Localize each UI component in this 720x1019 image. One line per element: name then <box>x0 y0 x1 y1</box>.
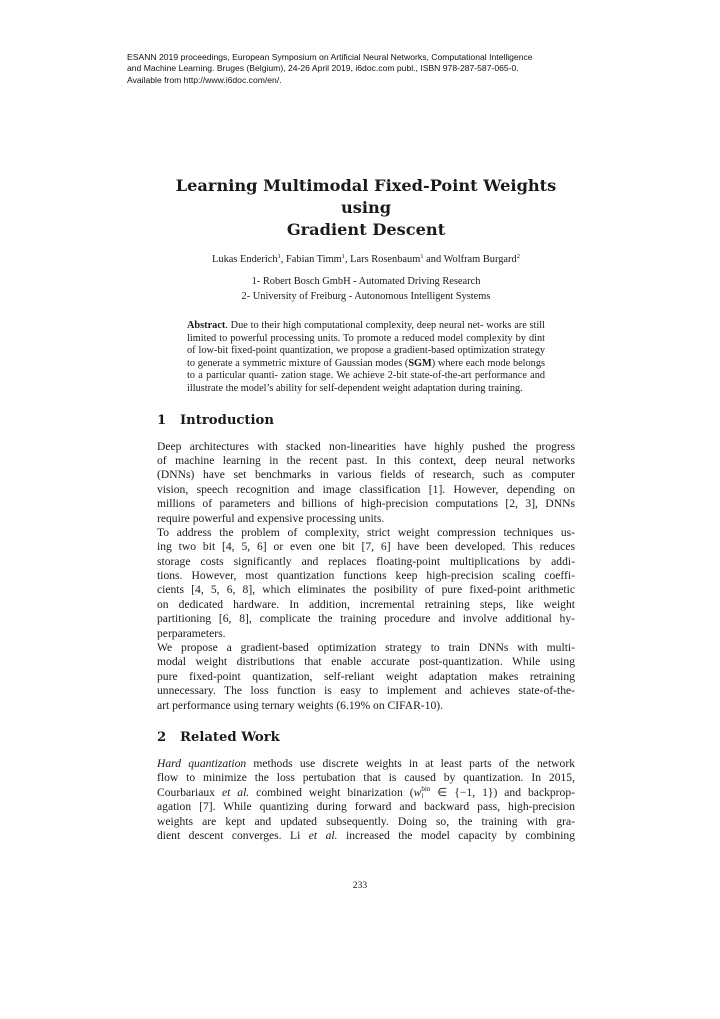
text-line: art performance using ternary weights (6.19% on CIFAR-10). <box>157 698 444 712</box>
text-span: increased the model capacity by combining <box>337 828 576 842</box>
text-span: Courbariaux <box>157 785 222 799</box>
text-line: require powerful and expensive processing units. <box>157 511 385 525</box>
abstract-text: Gaussian modes ( <box>334 357 409 369</box>
text-line: (DNNs) have set benchmarks in various fields of research, such as computer <box>157 468 575 482</box>
text-span: ∈ {−1, 1}) and backprop- <box>430 785 575 799</box>
text-line: weights are kept and updated subsequently. Doing so, the training with gra- <box>157 814 575 828</box>
text-line: on dedicated hardware. In addition, incremental retraining steps, like weight <box>157 597 575 611</box>
abstract-text: ) where each mode belongs to a particular quanti- <box>187 357 545 382</box>
text-line: partitioning [6, 8], complicate the training procedure and involve additional hy- <box>157 612 575 626</box>
text-line <box>157 757 575 771</box>
text-line <box>157 829 575 843</box>
text-line: of machine learning in the recent past. In this context, deep neural networks <box>157 453 575 467</box>
math-subscript: i <box>421 791 424 800</box>
abstract-text: . Due to their high computational complexity, deep neural net- <box>225 320 484 331</box>
section-number: 2 <box>157 729 167 745</box>
author-separator: , <box>280 254 286 265</box>
abstract-label: Abstract <box>187 320 226 331</box>
section-number: 1 <box>157 412 167 428</box>
abstract-text: a gradient-based optimization strategy to generate a symmetric mixture of <box>187 345 545 369</box>
text-span: methods use discrete weights in at least parts of the network <box>246 756 575 770</box>
text-line: flow to minimize the loss pertubation that is caused by quantization. In 2015, <box>157 771 575 785</box>
math-symbol: w <box>413 785 422 799</box>
author-name: Wolfram Burgard <box>443 254 517 265</box>
emphasis-term: et al. <box>308 828 338 842</box>
affiliations <box>157 274 575 304</box>
text-line: We propose a gradient-based optimization strategy to train DNNs with multi- <box>157 641 575 655</box>
text-line: millions of parameters and billions of high-precision computations [2, 3], DNNs <box>157 497 575 511</box>
text-line: perparameters. <box>157 626 226 640</box>
header-line: Available from http://www.i6doc.com/en/. <box>127 74 282 85</box>
author-list <box>157 254 575 265</box>
author-name: Lars Rosenbaum <box>350 254 421 265</box>
author-affiliation-mark: 1 <box>420 253 424 260</box>
text-line: vision, speech recognition and image classification [1]. However, depending on <box>157 482 575 496</box>
page-number: 233 <box>352 880 368 891</box>
text-line <box>157 786 575 800</box>
text-line: storage costs significantly and replaces floating-point multiplications by addi- <box>157 554 575 568</box>
affiliation-line: 2- University of Freiburg - Autonomous Intelligent Systems <box>241 291 491 302</box>
abstract <box>187 320 545 396</box>
abstract-text: works are still limited to powerful processing units. To promote a reduced <box>187 320 545 344</box>
author-name: Lukas Enderich <box>212 254 278 265</box>
text-line: unnecessary. The loss function is easy to implement and achieves state-of-the- <box>157 684 575 698</box>
abstract-text: the model’s ability for self-dependent weight adaptation during training. <box>225 382 523 394</box>
author-separator: and <box>423 254 444 265</box>
abstract-sgm-term: SGM <box>408 357 432 369</box>
math-superscript: bin <box>421 784 431 793</box>
math-scripts <box>421 786 430 800</box>
section-heading-introduction <box>157 412 575 430</box>
text-line: agation [7]. While quantizing during forward and backward pass, high-precision <box>157 800 575 814</box>
text-line: ing two bit [4, 5, 6] or even one bit [7, 6] have been developed. This reduces <box>157 540 575 554</box>
author-affiliation-mark: 1 <box>341 253 345 260</box>
header-line: ESANN 2019 proceedings, European Symposium on Artificial Neural Networks, Computational Intelligence <box>127 52 533 62</box>
abstract-text: model complexity by dint of low-bit fixed-point quantization, we propose <box>187 332 545 357</box>
author-name: Fabian Timm <box>285 254 342 265</box>
title-line: Gradient Descent <box>286 220 446 239</box>
text-line: cients [4, 5, 6, 8], which eliminates the posibility of pure fixed-point arithmetic <box>157 583 575 597</box>
author-affiliation-mark: 2 <box>516 253 520 260</box>
text-line: pure fixed-point quantization, self-reliant weight adaptation makes retraining <box>157 669 575 683</box>
text-line: To address the problem of complexity, strict weight compression techniques us- <box>157 525 575 539</box>
paper-body <box>157 172 575 843</box>
related-work-body <box>157 757 575 843</box>
header-line: and Machine Learning. Bruges (Belgium), 24-26 April 2019, i6doc.com publ., ISBN 978-287-587-065-0. <box>127 63 519 74</box>
text-span: dient descent converges. Li <box>157 828 309 842</box>
emphasis-term: et al. <box>221 785 250 799</box>
text-line: modal weight distributions that enable accurate post-quantization. While using <box>157 655 575 669</box>
abstract-text: zation stage. We achieve 2-bit state-of-the-art performance and illustrate <box>187 370 546 394</box>
introduction-body <box>157 440 575 713</box>
title-line: Learning Multimodal Fixed-Point Weights using <box>175 176 557 217</box>
paper-title <box>157 175 575 241</box>
text-span: combined weight binarization ( <box>249 785 414 799</box>
author-affiliation-mark: 1 <box>277 253 281 260</box>
section-title: Introduction <box>180 412 274 428</box>
section-heading-related-work <box>157 729 575 747</box>
proceedings-header <box>127 52 597 86</box>
text-line: tions. However, most quantization functions keep high-precision scaling coeffi- <box>157 569 575 583</box>
affiliation-line: 1- Robert Bosch GmbH - Automated Driving Research <box>251 276 481 287</box>
section-title: Related Work <box>180 729 280 745</box>
emphasis-term: Hard quantization <box>157 756 247 770</box>
author-separator: , <box>344 254 351 265</box>
text-line: Deep architectures with stacked non-linearities have highly pushed the progress <box>157 439 575 453</box>
